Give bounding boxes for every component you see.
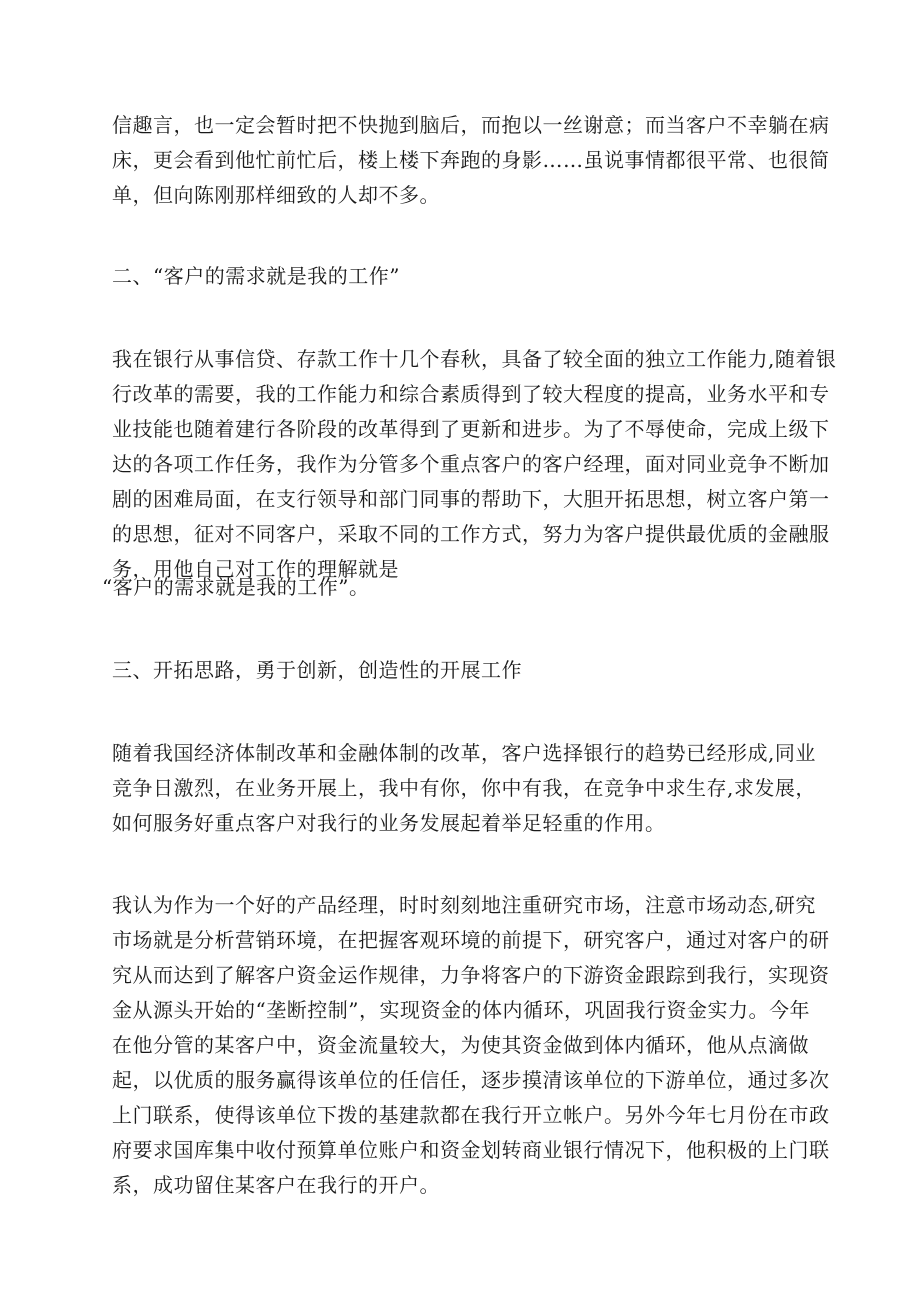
text-line: 随着我国经济体制改革和金融体制的改革，客户选择银行的趋势已经形成,同业 [112,741,816,765]
text-line: 我认为作为一个好的产品经理，时时刻刻地注重研究市场，注意市场动态,研究 [112,893,816,917]
text-line: 竞争日激烈，在业务开展上，我中有你，你中有我，在竞争中求生存,求发展， [112,776,816,800]
text-line: 金从源头开始的“垄断控制”，实现资金的体内循环，巩固我行资金实力。今年 [112,998,810,1022]
text-line: 府要求国库集中收付预算单位账户和资金划转商业银行情况下，他积极的上门联 [112,1138,830,1162]
text-line: “客户的需求就是我的工作”。 [102,575,370,599]
text-line: 床，更会看到他忙前忙后，楼上楼下奔跑的身影……虽说事情都很平常、也很简 [112,148,830,172]
text-line: 上门联系，使得该单位下拨的基建款都在我行开立帐户。另外今年七月份在市政 [112,1103,830,1127]
text-line: 在他分管的某客户中，资金流量较大，为使其资金做到体内循环，他从点滴做 [112,1033,809,1057]
text-line: 的思想，征对不同客户，采取不同的工作方式，努力为客户提供最优质的金融服 [112,522,830,546]
text-line: 究从而达到了解客户资金运作规律，力争将客户的下游资金跟踪到我行，实现资 [112,963,830,987]
text-line: 业技能也随着建行各阶段的改革得到了更新和进步。为了不辱使命，完成上级下 [112,417,830,441]
section-heading-2: 二、“客户的需求就是我的工作” [112,264,400,288]
text-line: 我在银行从事信贷、存款工作十几个春秋，具备了较全面的独立工作能力,随着银 [112,347,837,371]
text-line: 剧的困难局面，在支行领导和部门同事的帮助下，大胆开拓思想，树立客户第一 [112,487,830,511]
text-line: 起，以优质的服务赢得该单位的任信任，逐步摸清该单位的下游单位，通过多次 [112,1068,830,1092]
section-heading-3: 三、开拓思路，勇于创新，创造性的开展工作 [112,658,522,682]
text-line: 系，成功留住某客户在我行的开户。 [112,1173,440,1197]
text-line: 行改革的需要，我的工作能力和综合素质得到了较大程度的提高，业务水平和专 [112,382,830,406]
text-line: 市场就是分析营销环境，在把握客观环境的前提下，研究客户，通过对客户的研 [112,928,830,952]
text-line: 单，但向陈刚那样细致的人却不多。 [112,183,440,207]
text-line: 务，用他自己对工作的理解就是 [112,557,399,581]
text-line: 信趣言，也一定会暂时把不快抛到脑后，而抱以一丝谢意；而当客户不幸躺在病 [112,113,830,137]
text-line: 达的各项工作任务，我作为分管多个重点客户的客户经理，面对同业竞争不断加 [112,452,830,476]
text-line: 如何服务好重点客户对我行的业务发展起着举足轻重的作用。 [112,811,666,835]
